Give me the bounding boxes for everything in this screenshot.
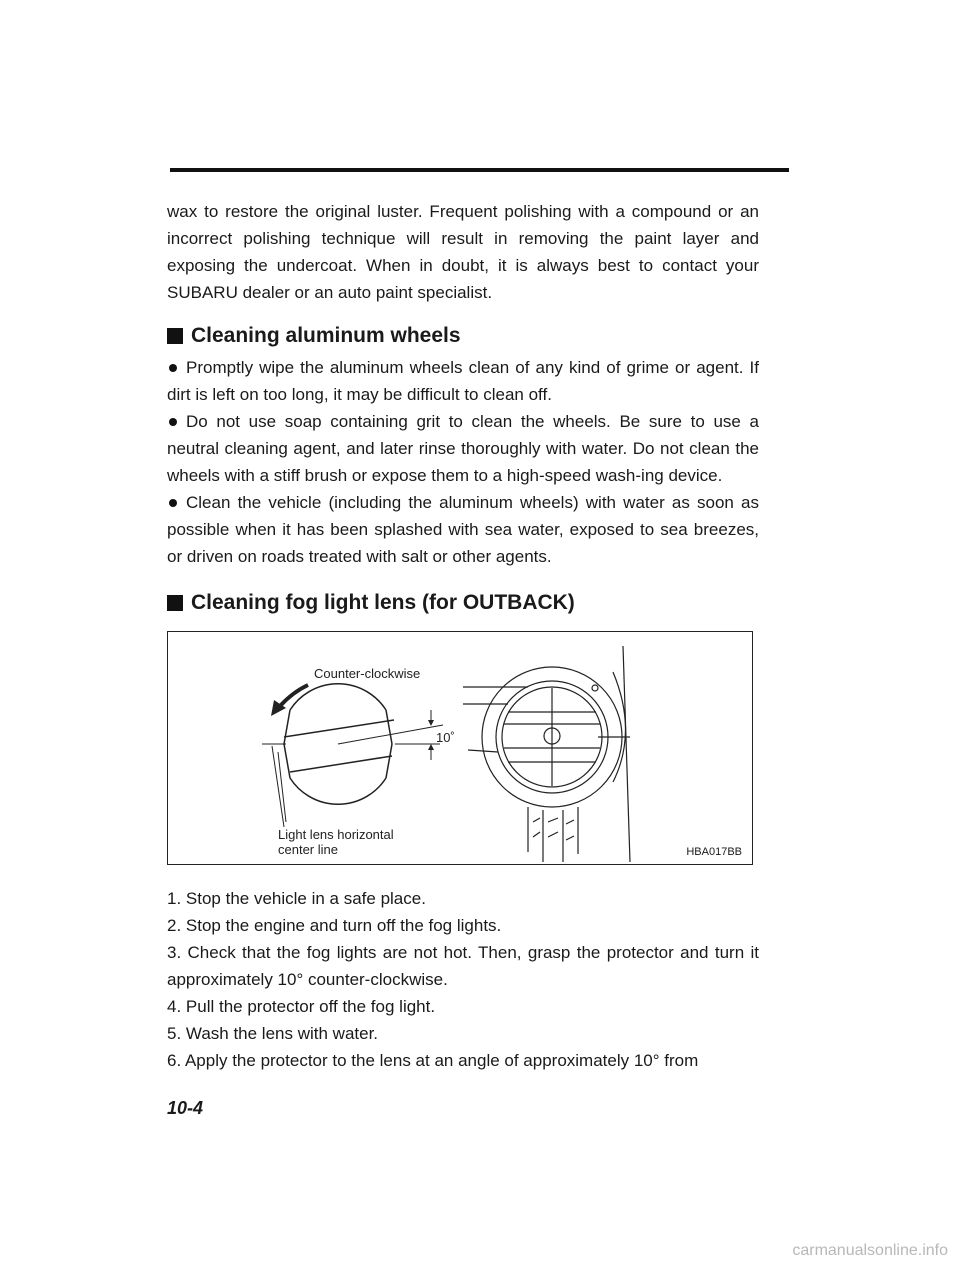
page-number: 10-4 bbox=[167, 1098, 204, 1118]
step-item: 1. Stop the vehicle in a safe place. bbox=[167, 889, 426, 908]
section-heading-fog-light bbox=[167, 588, 759, 618]
bullet-item: Promptly wipe the aluminum wheels clean of any kind of grime or agent. If dirt is left on too long, it may be difficult to clean off. bbox=[167, 358, 759, 404]
step-item: 4. Pull the protector off the fog light. bbox=[167, 997, 436, 1016]
label-center-line-1: Light lens horizontal bbox=[278, 827, 394, 842]
step-item: 5. Wash the lens with water. bbox=[167, 1024, 379, 1043]
step-item: 6. Apply the protector to the lens at an angle of approximately 10° from bbox=[167, 1051, 699, 1070]
step-item: 3. Check that the fog lights are not hot. Then, grasp the protector and turn it approximately 10° counter-clockwise. bbox=[167, 943, 759, 989]
section-heading-aluminum-wheels bbox=[167, 321, 759, 351]
fog-light-diagram bbox=[168, 632, 754, 866]
fog-light-housing-drawing bbox=[463, 646, 630, 862]
section-heading-text: Cleaning fog light lens (for OUTBACK) bbox=[191, 591, 575, 614]
label-center-line-2: center line bbox=[278, 842, 338, 857]
lens-shape bbox=[286, 672, 396, 822]
bullet-dot-icon bbox=[169, 418, 177, 426]
square-bullet-icon bbox=[167, 328, 183, 344]
header-rule bbox=[170, 168, 789, 172]
page-content bbox=[167, 198, 759, 1074]
intro-paragraph: wax to restore the original luster. Frequent polishing with a compound or an incorrect polishing technique will result in removing the paint layer and exposing the undercoat. When in doubt, it is always best to contact your SUBARU dealer or an auto paint specialist. bbox=[167, 202, 759, 302]
steps-list bbox=[167, 885, 759, 1074]
bullet-dot-icon bbox=[169, 364, 177, 372]
label-angle: 10˚ bbox=[436, 730, 455, 745]
step-item: 2. Stop the engine and turn off the fog lights. bbox=[167, 916, 502, 935]
bullet-dot-icon bbox=[169, 499, 177, 507]
bullet-item: Do not use soap containing grit to clean the wheels. Be sure to use a neutral cleaning agent, and later rinse thoroughly with water. Do not clean the wheels with a stiff brush or expose them to a high-speed wash-ing device. bbox=[167, 412, 759, 485]
bullet-item: Clean the vehicle (including the aluminum wheels) with water as soon as possible when it has been splashed with sea water, exposed to sea breezes, or driven on roads treated with salt or other agents. bbox=[167, 493, 759, 566]
square-bullet-icon bbox=[167, 595, 183, 611]
label-counter-clockwise: Counter-clockwise bbox=[314, 666, 421, 681]
section-heading-text: Cleaning aluminum wheels bbox=[191, 324, 461, 347]
watermark: carmanualsonline.info bbox=[792, 1242, 948, 1259]
fog-light-figure bbox=[167, 631, 753, 865]
figure-code: HBA017BB bbox=[686, 846, 742, 858]
